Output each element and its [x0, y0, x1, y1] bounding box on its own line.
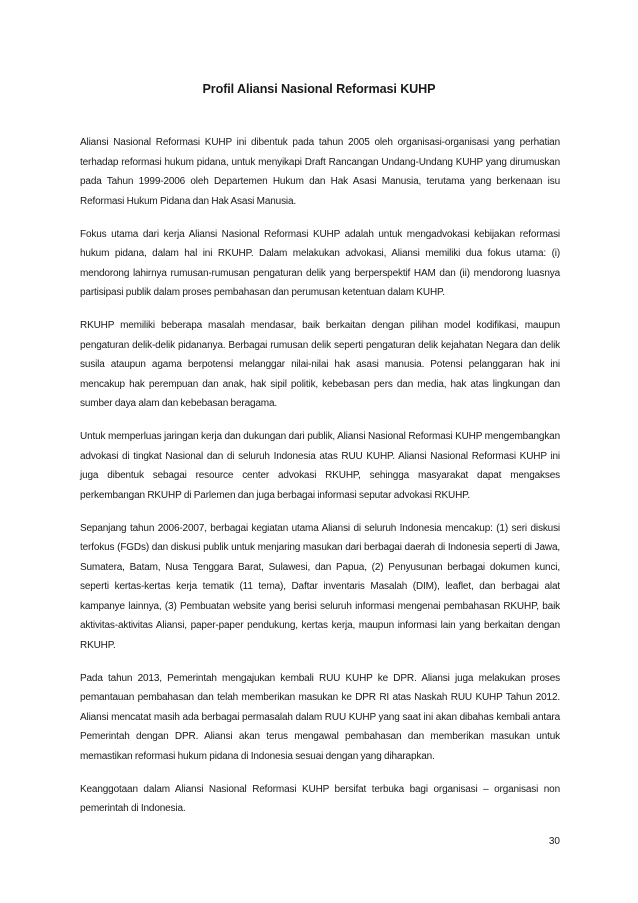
- paragraph-network-expansion: Untuk memperluas jaringan kerja dan dukungan dari publik, Aliansi Nasional Reformasi KUHP mengembangkan advokasi di tingkat Nasional dan di seluruh Indonesia atas RUU KUHP. Aliansi Nasional Reformasi KUHP ini juga dibentuk sebagai resource center advokasi RKUHP, sehingga masyarakat dapat mengakses perkembangan RKUHP di Parlemen dan juga berbagai informasi seputar advokasi RKUHP.: [80, 431, 560, 501]
- paragraph-activities-2006-2007: Sepanjang tahun 2006-2007, berbagai kegiatan utama Aliansi di seluruh Indonesia mencakup: (1) seri diskusi terfokus (FGDs) dan diskusi publik untuk menjaring masukan dari berbagai daerah di Indonesia seperti di Jawa, Sumatera, Batam, Nusa Tenggara Barat, Sulawesi, dan Papua, (2) Penyusunan berbagai dokumen kunci, seperti kertas-kertas kerja tematik (11 tema), Daftar inventaris Masalah (DIM), leaflet, dan berbagai alat kampanye lainnya, (3) Pembuatan website yang berisi seluruh informasi mengenai pembahasan RKUHP, baik aktivitas-aktivitas Aliansi, paper-paper pendukung, kertas kerja, maupun informasi lain yang berkaitan dengan RKUHP.: [80, 522, 560, 651]
- paragraph-membership: Keanggotaan dalam Aliansi Nasional Reformasi KUHP bersifat terbuka bagi organisasi – organisasi non pemerintah di Indonesia.: [80, 783, 560, 814]
- paragraph-formation: Aliansi Nasional Reformasi KUHP ini dibentuk pada tahun 2005 oleh organisasi-organisasi yang perhatian terhadap reformasi hukum pidana, untuk menyikapi Draft Rancangan Undang-Undang KUHP yang dirumuskan pada Tahun 1999-2006 oleh Departemen Hukum dan Hak Asasi Manusia, terutama yang berkenaan isu Reformasi Hukum Pidana dan Hak Asasi Manusia.: [80, 137, 560, 207]
- page-number: 30: [548, 836, 560, 847]
- paragraph-2013-submission: Pada tahun 2013, Pemerintah mengajukan kembali RUU KUHP ke DPR. Aliansi juga melakukan proses pemantauan pembahasan dan telah memberikan masukan ke DPR RI atas Naskah RUU KUHP Tahun 2012. Aliansi mencatat masih ada berbagai permasalah dalam RUU KUHP yang saat ini akan dibahas kembali antara Pemerintah dengan DPR. Aliansi akan terus mengawal pembahasan dan memberikan masukan untuk memastikan reformasi hukum pidana di Indonesia sesuai dengan yang diharapkan.: [80, 672, 560, 762]
- paragraph-rkuhp-problems: RKUHP memiliki beberapa masalah mendasar, baik berkaitan dengan pilihan model kodifikasi, maupun pengaturan delik-delik pidananya. Berbagai rumusan delik seperti pengaturan delik kejahatan Negara dan delik susila ataupun agama berpotensi melanggar nilai-nilai hak asasi manusia. Potensi pelanggaran hak ini mencakup hak perempuan dan anak, hak sipil politik, kebebasan pers dan media, hak atas lingkungan dan sumber daya alam dan kebebasan beragama.: [80, 320, 560, 409]
- document-body: [80, 133, 560, 832]
- paragraph-main-focus: Fokus utama dari kerja Aliansi Nasional Reformasi KUHP adalah untuk mengadvokasi kebijakan reformasi hukum pidana, dalam hal ini RKUHP. Dalam melakukan advokasi, Aliansi memiliki dua fokus utama: (i) mendorong lahirnya rumusan-rumusan pengaturan delik yang berperspektif HAM dan (ii) mendorong luasnya partisipasi publik dalam proses pembahasan dan perumusan ketentuan dalam KUHP.: [80, 228, 560, 298]
- page-title: Profil Aliansi Nasional Reformasi KUHP: [202, 82, 436, 96]
